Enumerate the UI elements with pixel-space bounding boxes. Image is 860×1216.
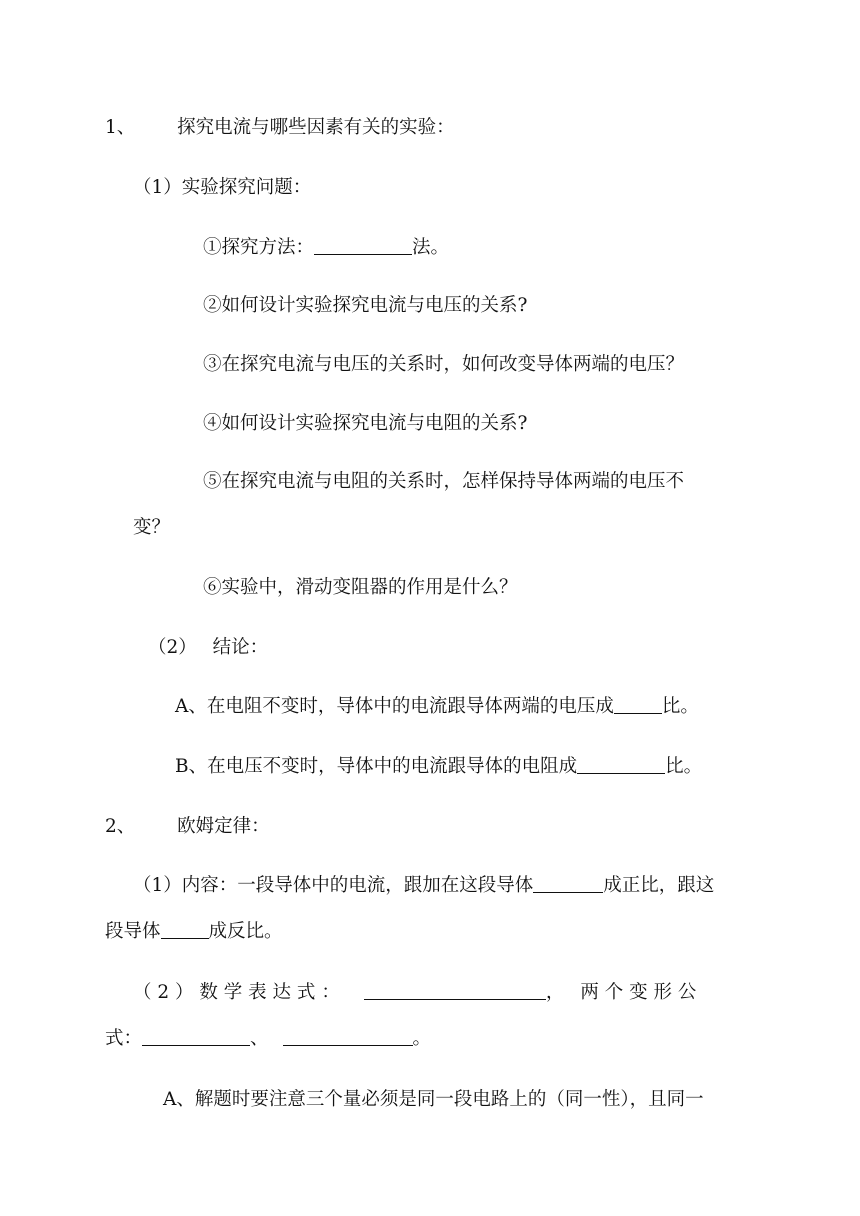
fill-blank[interactable] [161,920,209,939]
conclusion-text: A、在电阻不变时，导体中的电流跟导体两端的电压成 [175,696,614,717]
section-2-heading [105,815,270,839]
fill-blank[interactable] [533,874,603,893]
law-content [133,874,714,898]
fill-blank[interactable] [314,236,412,255]
question-item-continuation: 变？ [133,517,171,538]
subsection-label: （1）实验探究问题： [133,177,312,198]
section-title: 探究电流与哪些因素有关的实验： [177,117,455,138]
question-item: ⑤在探究电流与电阻的关系时，怎样保持导体两端的电压不 [203,471,685,492]
law-text: 成正比，跟这 [603,875,715,896]
fill-blank[interactable] [283,1027,413,1046]
question-item: ⑥实验中，滑动变阻器的作用是什么？ [203,577,518,598]
question-item: ④如何设计实验探究电流与电阻的关系? [203,413,528,434]
fill-blank[interactable] [142,1027,250,1046]
conclusion-text: B、在电压不变时，导体中的电流跟导体的电阻成 [175,756,578,777]
question-item: ③在探究电流与电压的关系时，如何改变导体两端的电压？ [203,354,685,375]
law-text: 成反比。 [208,921,283,942]
fill-blank[interactable] [614,695,662,714]
note-line: A、解题时要注意三个量必须是同一段电路上的（同一性），且同一 [163,1089,704,1110]
conclusion-b [175,755,702,779]
conclusion-text-end: 比。 [665,756,703,777]
subsection-heading [148,636,268,660]
formula-separator: 、 [250,1028,269,1049]
law-content-continuation [105,920,283,944]
subsection-label: 结论： [212,637,269,658]
conclusion-text-end: 比。 [661,696,699,717]
formula-separator: ， [545,982,565,1003]
formula-text: 式： [105,1028,143,1049]
fill-blank[interactable] [577,755,665,774]
law-text: 段导体 [105,921,161,942]
question-text: ①探究方法： [203,237,315,258]
formula-label: （ 2 ） 数 学 表 达 式 ： [133,982,340,1003]
section-title: 欧姆定律： [177,816,270,837]
section-number: 2、 [105,816,136,837]
section-1-heading [105,116,455,140]
question-item [203,236,449,260]
formula-line-continuation [105,1027,431,1051]
question-text-end: 法。 [412,237,450,258]
section-number: 1、 [105,117,136,138]
formula-line [133,981,696,1005]
conclusion-a [175,695,699,719]
subsection-number: （2） [148,637,197,658]
formula-text: 两 个 变 形 公 [580,982,697,1003]
question-item: ②如何设计实验探究电流与电压的关系? [203,295,528,316]
fill-blank[interactable] [364,981,546,1000]
formula-text: 。 [412,1028,432,1049]
law-text: （1）内容：一段导体中的电流，跟加在这段导体 [133,875,534,896]
